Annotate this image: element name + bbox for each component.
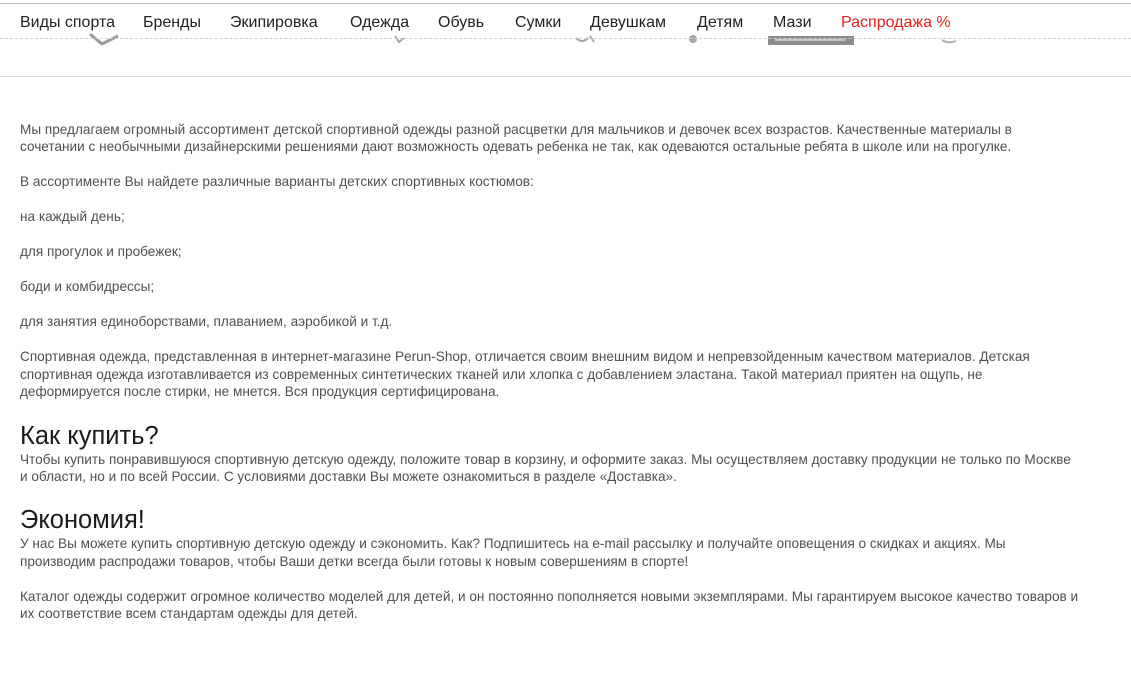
header-top-border [0,3,1131,4]
seo-article [20,121,1080,640]
catalog-paragraph: Каталог одежды содержит огромное количество моделей для детей, и он постоянно пополняется новыми экземплярами. Мы гарантируем высокое качество товаров и их соответствие всем стандартам одежды для детей. [20,588,1079,622]
nav-item-clothing[interactable]: Одежда [350,14,410,31]
quality-paragraph: Спортивная одежда, представленная в интернет-магазине Perun-Shop, отличается своим внешним видом и непревзойденным качеством материалов. Детская спортивная одежда изготавливается из современных синтетических тканей или хлопка с добавлением эластана. Такой материал приятен на ощупь, не деформируется после стирки, не мнется. Вся продукция сертифицирована. [20,349,1030,400]
menu-divider [0,38,1131,39]
nav-item-women[interactable]: Девушкам [590,14,666,31]
list-item: для занятия единоборствами, плаванием, аэробикой и т.д. [20,314,393,330]
nav-item-kids[interactable]: Детям [697,14,744,31]
nav-item-shoes[interactable]: Обувь [438,14,485,31]
list-item: для прогулок и пробежек; [20,244,182,260]
how-to-buy-heading: Как купить? [20,421,159,450]
nav-item-ointments[interactable]: Мази [773,14,812,31]
list-item: боди и комбидрессы; [20,279,155,295]
nav-item-equipment[interactable]: Экипировка [230,14,318,31]
nav-item-bags[interactable]: Сумки [515,14,562,31]
savings-heading: Экономия! [20,506,145,535]
assortment-paragraph: В ассортименте Вы найдете различные варианты детских спортивных костюмов: [20,174,534,190]
savings-paragraph: У нас Вы можете купить спортивную детскую одежду и сэкономить. Как? Подпишитесь на e-mail рассылку и получайте оповещения о скидках и акциях. Мы производим распродажи товаров, чтобы Ваши детки всегда были готовы к новым совершениям в спорте! [20,536,1006,569]
header [0,0,1131,77]
list-item: на каждый день; [20,209,125,225]
intro-paragraph: Мы предлагаем огромный ассортимент детской спортивной одежды разной расцветки для мальчиков и девочек всех возрастов. Качественные материалы в сочетании с необычными дизайнерскими решениями дают возможность одевать ребенка не так, как одеваются остальные ребята в школе или на прогулке. [20,122,1012,155]
nav-item-sale[interactable]: Распродажа % [841,14,951,31]
nav-item-sport-types[interactable]: Виды спорта [20,14,116,31]
how-to-buy-paragraph: Чтобы купить понравившуюся спортивную детскую одежду, положите товар в корзину, и оформите заказ. Мы осуществляем доставку продукции не только по Москве и области, но и по всей России. С условиями доставки Вы можете ознакомиться в разделе «Доставка». [20,451,1071,485]
nav-item-brands[interactable]: Бренды [143,14,201,31]
